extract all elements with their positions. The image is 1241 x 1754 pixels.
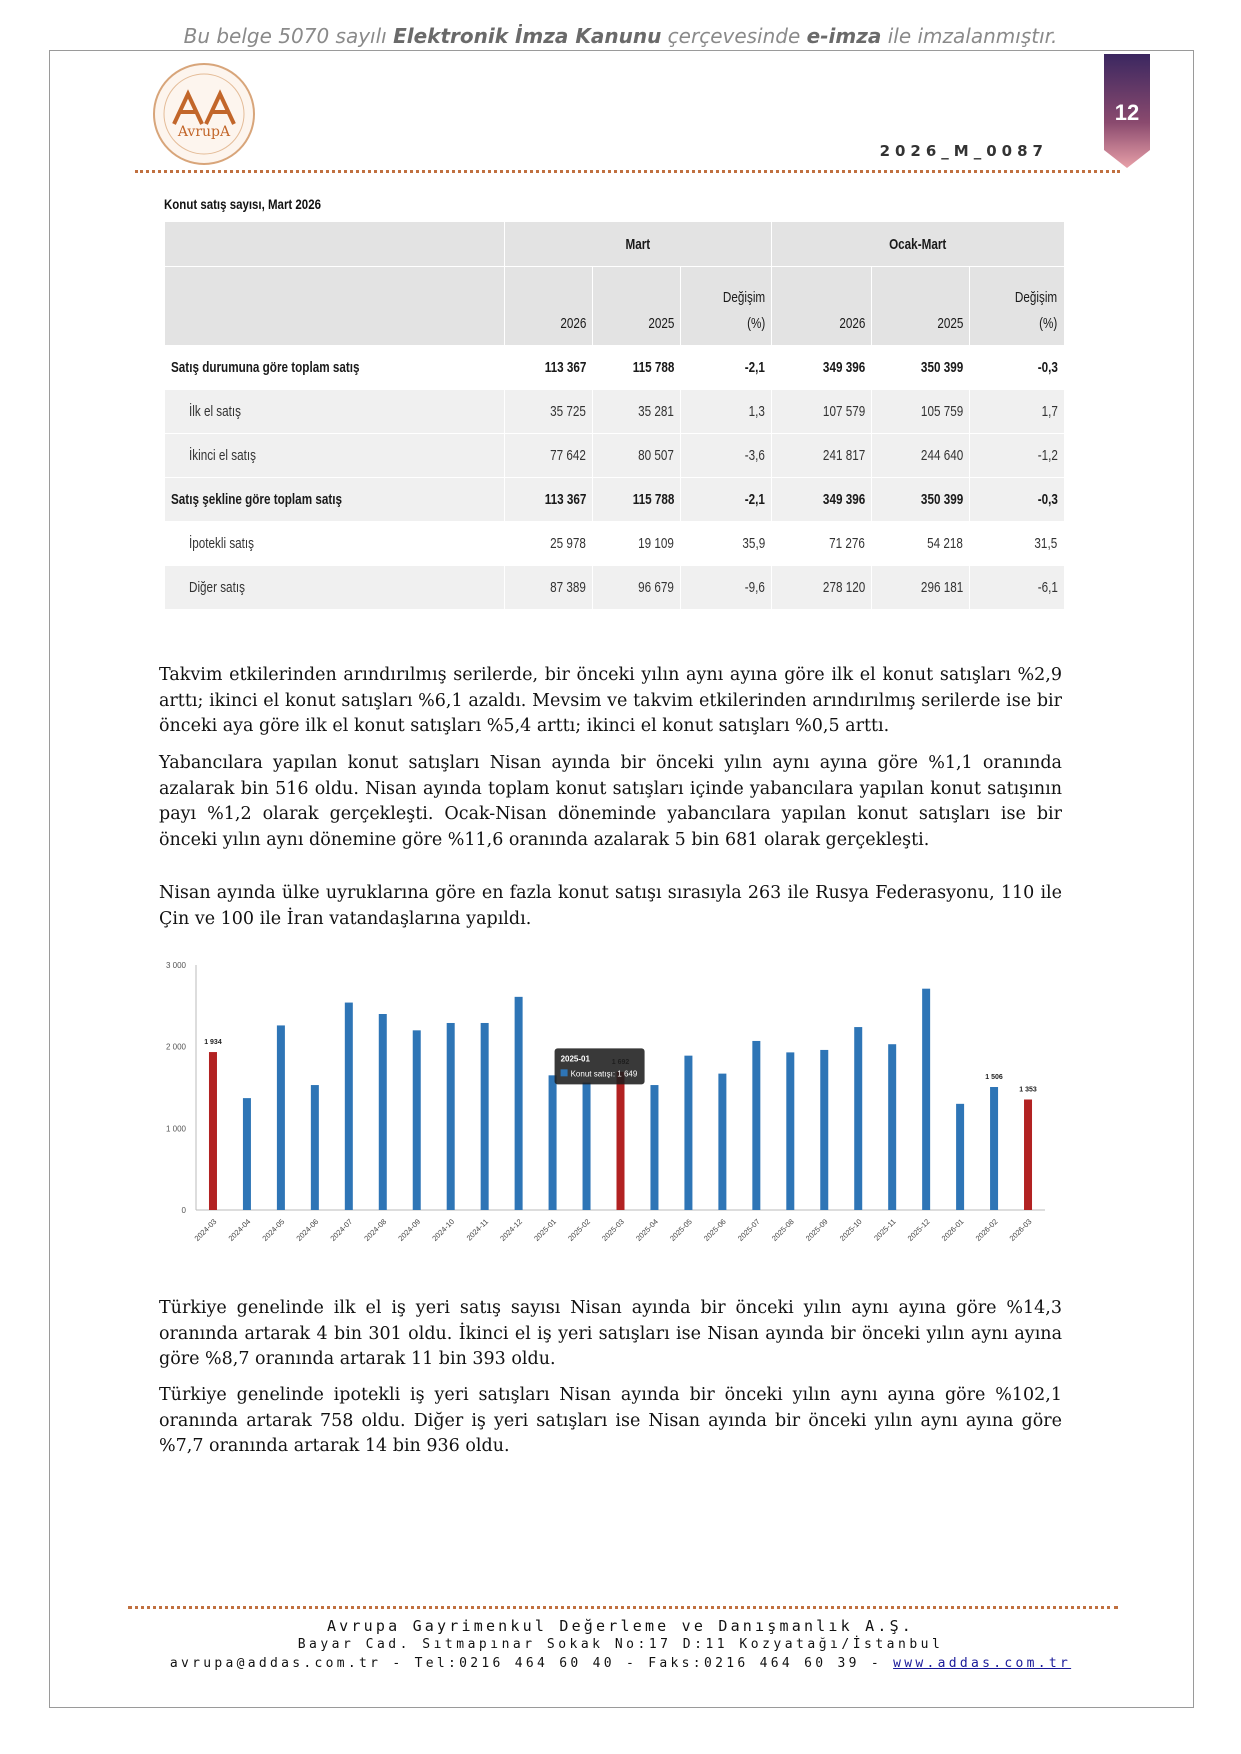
paragraph-foreign-sales: Yabancılara yapılan konut satışları Nisan ayında bir önceki yılın aynı ayına göre %1,1 oranında azalarak bin 516 oldu. Nisan ayında toplam konut satışları içinde yabancılara yapılan konut satışının payı %1,2 olarak gerçekleşti. Ocak-Nisan döneminde yabancılara yapılan konut satışları ise bir önceki yılın aynı dönemine göre %11,6 oranında azalarak 5 bin 681 olarak gerçekleşti. [159, 753, 1062, 850]
company-logo [152, 62, 256, 166]
footer-divider [128, 1606, 1118, 1609]
bar [888, 1044, 896, 1210]
table-cell: 87 389 [550, 579, 586, 596]
bar [481, 1023, 489, 1210]
bar [617, 1072, 625, 1210]
table-cell: 77 642 [550, 447, 586, 464]
footer-contact [0, 1656, 1241, 1671]
bar [650, 1085, 658, 1210]
table-cell: 35 281 [638, 403, 674, 420]
paragraph-mortgage-workplace: Türkiye genelinde ipotekli iş yeri satışları Nisan ayında bir önceki yılın aynı ayına göre %102,1 oranında artarak 758 oldu. Diğer iş yeri satışları ise Nisan ayında bir önceki yılın aynı ayına göre %7,7 oranında artarak 14 bin 936 oldu. [159, 1385, 1062, 1456]
data-label: 1 506 [985, 1074, 1003, 1082]
table-cell: 71 276 [829, 535, 865, 552]
bar [956, 1104, 964, 1210]
table-row [165, 346, 1064, 390]
col-header-pct: (%) [746, 315, 765, 332]
x-tick-label: 2025-06 [701, 1217, 728, 1243]
table-cell: 113 367 [544, 491, 586, 508]
table-cell: 296 181 [920, 579, 963, 596]
y-tick-label: 3 000 [165, 961, 186, 970]
table-cell: 105 759 [920, 403, 963, 420]
x-tick-label: 2025-10 [837, 1217, 864, 1243]
bar [379, 1014, 387, 1210]
row-label: Satış durumuna göre toplam satış [171, 359, 360, 376]
tooltip-title: 2025-01 [560, 1054, 590, 1064]
x-tick-label: 2024-09 [396, 1217, 423, 1243]
housing-sales-table [164, 222, 1064, 610]
page-number: 12 [1114, 100, 1140, 125]
table-cell: 350 399 [920, 359, 963, 376]
x-tick-label: 2025-12 [905, 1217, 932, 1243]
x-tick-label: 2026-01 [939, 1217, 966, 1243]
table-cell: 96 679 [638, 579, 674, 596]
col-header-pct: (%) [1039, 315, 1058, 332]
table-cell: 241 817 [822, 447, 865, 464]
table-title: Konut satış sayısı, Mart 2026 [164, 196, 321, 212]
bar [684, 1056, 692, 1210]
x-tick-label: 2025-07 [735, 1217, 762, 1243]
col-header-2026: 2026 [559, 315, 586, 332]
x-tick-label: 2024-08 [362, 1217, 389, 1243]
y-tick-label: 1 000 [165, 1124, 186, 1134]
col-header-2025: 2025 [936, 315, 963, 332]
x-tick-label: 2024-06 [294, 1217, 321, 1243]
table-cell: 107 579 [822, 403, 865, 420]
x-tick-label: 2025-01 [532, 1217, 558, 1243]
table-cell: 1,3 [748, 403, 765, 420]
table-row [165, 478, 1064, 522]
website-link[interactable]: www.addas.com.tr [893, 1656, 1072, 1671]
bar [447, 1023, 455, 1210]
bar [345, 1003, 353, 1210]
bar [752, 1041, 760, 1210]
footer-contact-text: avrupa@addas.com.tr - Tel:0216 464 60 40 - Faks:0216 464 60 39 - [169, 1656, 894, 1671]
x-tick-label: 2025-05 [668, 1217, 694, 1243]
tooltip-text: Konut satışı: 1 649 [570, 1069, 638, 1079]
group-header-mart: Mart [625, 235, 651, 253]
data-label: 1 353 [1019, 1086, 1037, 1094]
table-cell: 31,5 [1034, 535, 1058, 552]
x-tick-label: 2024-03 [192, 1217, 219, 1243]
document-code: 2026_M_0087 [879, 142, 1048, 160]
row-label: İkinci el satış [189, 447, 256, 464]
group-header-ocak-mart: Ocak-Mart [889, 235, 947, 253]
y-tick-label: 0 [181, 1206, 186, 1215]
col-header-2025: 2025 [647, 315, 674, 332]
paragraph-workplace-sales: Türkiye genelinde ilk el iş yeri satış sayısı Nisan ayında bir önceki yılın aynı ayına göre %14,3 oranında artarak 4 bin 301 oldu. İkinci el iş yeri satışları ise Nisan ayında bir önceki yılın aynı ayına göre %8,7 oranında artarak 11 bin 393 oldu. [159, 1298, 1062, 1369]
table-cell: 80 507 [638, 447, 674, 464]
table-cell: 350 399 [920, 491, 963, 508]
table-cell: 278 120 [822, 579, 865, 596]
table-cell: 349 396 [822, 491, 865, 508]
row-label: Diğer satış [189, 579, 245, 596]
row-label: Satış şekline göre toplam satış [171, 491, 343, 508]
bar [990, 1087, 998, 1210]
x-tick-label: 2026-03 [1007, 1217, 1034, 1243]
x-tick-label: 2024-11 [464, 1217, 491, 1243]
table-cell: 113 367 [544, 359, 586, 376]
table-cell: -0,3 [1037, 359, 1058, 376]
bar [583, 1083, 591, 1210]
paragraph-seasonal-adjusted: Takvim etkilerinden arındırılmış serilerde, bir önceki yılın aynı ayına göre ilk el konut satışları %2,9 arttı; ikinci el konut satışları %6,1 azaldı. Mevsim ve takvim etkilerinden arındırılmış serilerde ise bir önceki aya göre ilk el konut satışları %5,4 arttı; ikinci el konut satışları %0,5 arttı. [159, 665, 1062, 736]
x-tick-label: 2025-04 [634, 1217, 660, 1243]
footer-address: Bayar Cad. Sıtmapınar Sokak No:17 D:11 Kozyatağı/İstanbul [297, 1637, 944, 1652]
bar [243, 1098, 251, 1210]
bar [549, 1075, 557, 1210]
table-cell: 54 218 [927, 535, 963, 552]
bar [277, 1025, 285, 1210]
table-row [165, 434, 1064, 478]
esign-notice: Bu belge 5070 sayılı Elektronik İmza Kanunu çerçevesinde e-imza ile imzalanmıştır. [183, 24, 1058, 48]
bar [718, 1074, 726, 1210]
x-tick-label: 2026-02 [973, 1217, 1000, 1243]
table-cell: -0,3 [1037, 491, 1058, 508]
bar [820, 1050, 828, 1210]
bar [786, 1052, 794, 1210]
table-cell: 25 978 [550, 535, 586, 552]
footer-company: Avrupa Gayrimenkul Değerleme ve Danışmanlık A.Ş. [326, 1617, 915, 1635]
table-cell: 35 725 [550, 403, 586, 420]
housing-sales-bar-chart [150, 955, 1050, 1255]
paragraph-nationalities: Nisan ayında ülke uyruklarına göre en fazla konut satışı sırasıyla 263 ile Rusya Federasyonu, 110 ile Çin ve 100 ile İran vatandaşlarına yapıldı. [159, 883, 1062, 929]
row-label: İlk el satış [189, 403, 242, 420]
row-label: İpotekli satış [189, 535, 255, 552]
x-tick-label: 2025-09 [803, 1217, 830, 1243]
table-cell: -9,6 [744, 579, 765, 596]
x-tick-label: 2025-08 [769, 1217, 796, 1243]
x-tick-label: 2024-07 [328, 1217, 355, 1243]
bar [515, 997, 523, 1210]
header-divider [135, 170, 1120, 173]
col-header-change: Değişim [722, 289, 765, 306]
bar [413, 1030, 421, 1210]
data-label: 1 934 [204, 1039, 222, 1047]
x-tick-label: 2025-02 [566, 1217, 592, 1243]
tooltip-swatch [561, 1069, 568, 1076]
table-cell: -6,1 [1037, 579, 1058, 596]
svg-text:AvrupA: AvrupA [177, 124, 231, 140]
bar [854, 1027, 862, 1210]
y-tick-label: 2 000 [165, 1042, 186, 1052]
bar [209, 1052, 217, 1210]
table-cell: -1,2 [1037, 447, 1058, 464]
table-cell: 349 396 [822, 359, 865, 376]
table-row [165, 566, 1064, 610]
table-row [165, 390, 1064, 434]
table-row [165, 522, 1064, 566]
x-tick-label: 2025-11 [872, 1217, 898, 1243]
table-cell: -2,1 [744, 359, 765, 376]
x-tick-label: 2024-04 [226, 1217, 253, 1243]
table-cell: 19 109 [638, 535, 674, 552]
bar [922, 989, 930, 1210]
bar [1024, 1100, 1032, 1210]
x-tick-label: 2024-12 [498, 1217, 525, 1243]
table-cell: 115 788 [632, 359, 674, 376]
col-header-2026: 2026 [838, 315, 865, 332]
bar [311, 1085, 319, 1210]
x-tick-label: 2025-03 [600, 1217, 626, 1243]
table-cell: 115 788 [632, 491, 674, 508]
x-tick-label: 2024-10 [430, 1217, 457, 1243]
table-cell: 35,9 [742, 535, 765, 552]
x-tick-label: 2024-05 [260, 1217, 287, 1243]
table-cell: 244 640 [920, 447, 963, 464]
table-cell: 1,7 [1041, 403, 1058, 420]
table-cell: -2,1 [744, 491, 765, 508]
table-cell: -3,6 [744, 447, 765, 464]
col-header-change: Değişim [1015, 289, 1058, 306]
